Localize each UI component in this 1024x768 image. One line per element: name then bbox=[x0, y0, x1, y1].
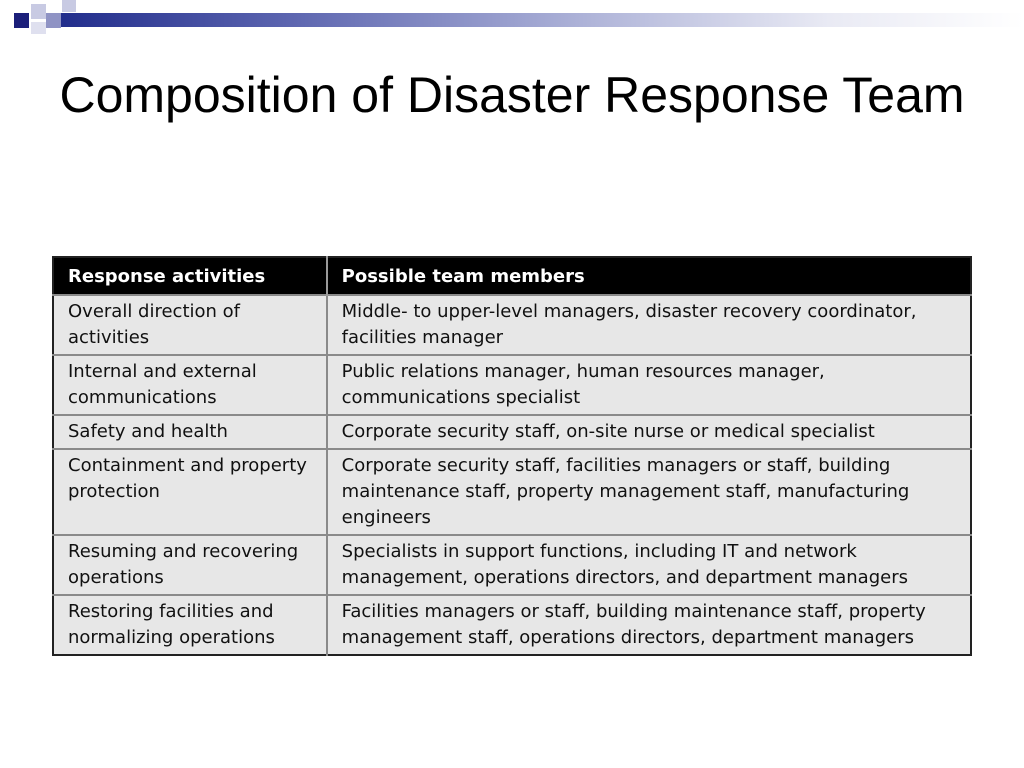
slide-title: Composition of Disaster Response Team bbox=[59, 67, 965, 123]
activity-cell: Internal and external communications bbox=[53, 355, 327, 415]
members-cell: Specialists in support functions, including IT and network management, operations directors, and department managers bbox=[327, 535, 971, 595]
decorative-square bbox=[31, 4, 46, 19]
column-header-response-activities: Response activities bbox=[53, 257, 327, 295]
header-gradient-bar bbox=[48, 13, 1024, 27]
response-team-table-container bbox=[52, 256, 972, 656]
table-row bbox=[53, 535, 971, 595]
members-cell: Facilities managers or staff, building maintenance staff, property management staff, operations directors, department managers bbox=[327, 595, 971, 655]
table-row bbox=[53, 449, 971, 535]
table-row bbox=[53, 355, 971, 415]
response-team-table bbox=[52, 256, 972, 656]
column-header-possible-team-members: Possible team members bbox=[327, 257, 971, 295]
members-cell: Corporate security staff, on-site nurse or medical specialist bbox=[327, 415, 971, 449]
decorative-square bbox=[14, 13, 29, 28]
activity-cell: Overall direction of activities bbox=[53, 295, 327, 355]
activity-cell: Safety and health bbox=[53, 415, 327, 449]
activity-cell: Containment and property protection bbox=[53, 449, 327, 535]
table-row bbox=[53, 415, 971, 449]
decorative-square bbox=[62, 0, 76, 12]
members-cell: Middle- to upper-level managers, disaster recovery coordinator, facilities manager bbox=[327, 295, 971, 355]
decorative-header-band bbox=[0, 0, 1024, 34]
members-cell: Public relations manager, human resources manager, communications specialist bbox=[327, 355, 971, 415]
activity-cell: Resuming and recovering operations bbox=[53, 535, 327, 595]
table-row bbox=[53, 595, 971, 655]
activity-cell: Restoring facilities and normalizing operations bbox=[53, 595, 327, 655]
decorative-square bbox=[46, 13, 61, 28]
table-header-row bbox=[53, 257, 971, 295]
decorative-square bbox=[31, 22, 46, 34]
members-cell: Corporate security staff, facilities managers or staff, building maintenance staff, property management staff, manufacturing engineers bbox=[327, 449, 971, 535]
table-row bbox=[53, 295, 971, 355]
